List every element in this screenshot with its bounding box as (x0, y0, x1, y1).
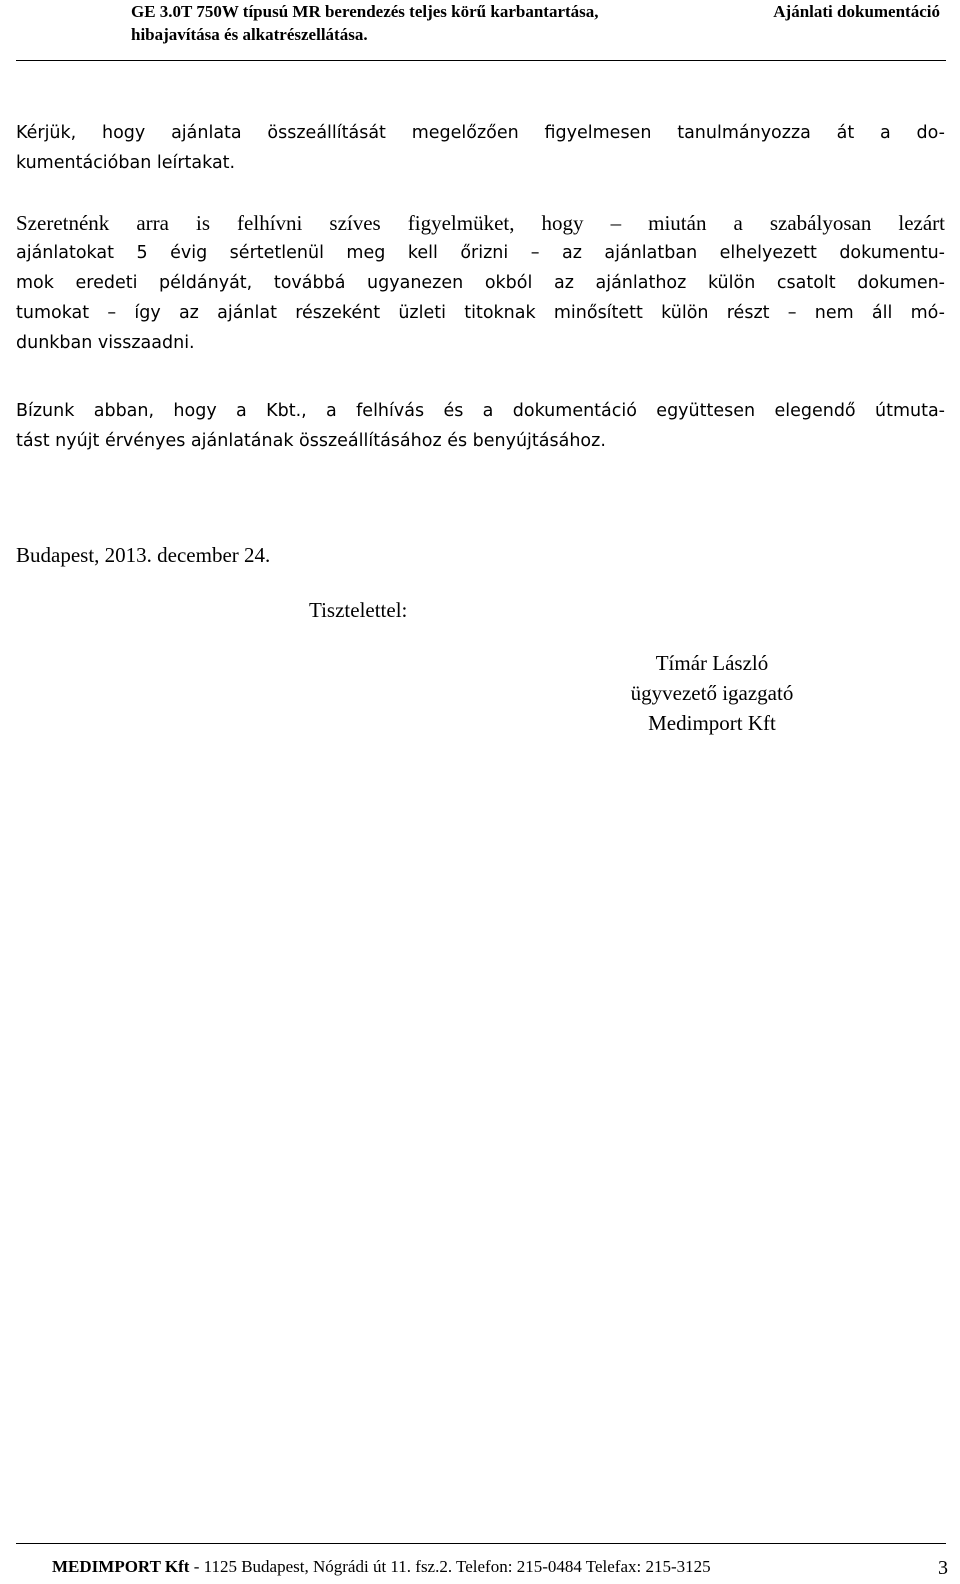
footer-contact (52, 1556, 711, 1578)
paragraph-line: kumentációban leírtakat. (16, 153, 236, 173)
header-doc-type: Ajánlati dokumentáció (773, 2, 940, 21)
header-title (131, 0, 599, 46)
paragraph-line: ajánlatokat 5 évig sértetlenül meg kell őrizni – az ajánlatban elhelyezett dokumentu- (16, 243, 945, 263)
signature-block (560, 648, 864, 738)
paragraph-line: Bízunk abban, hogy a Kbt., a felhívás és a dokumentáció együttesen elegendő útmuta- (16, 401, 945, 421)
closing-regards: Tisztelettel: (309, 598, 408, 622)
paragraph-study-documentation (16, 118, 945, 178)
paragraph-line: mok eredeti példányát, továbbá ugyanezen okból az ajánlathoz külön csatolt dokumen- (16, 273, 945, 293)
page-number: 3 (938, 1557, 948, 1579)
page-footer (16, 1543, 946, 1584)
paragraph-line: tást nyújt érvényes ajánlatának összeállításához és benyújtásához. (16, 431, 606, 451)
signatory-name: Tímár László (655, 651, 769, 675)
paragraph-trust (16, 396, 945, 456)
page-header (16, 0, 946, 61)
footer-company: MEDIMPORT Kft (52, 1557, 190, 1576)
paragraph-line: Kérjük, hogy ajánlata összeállítását megelőzően figyelmesen tanulmányozza át a do- (16, 123, 945, 143)
paragraph-document-retention (16, 208, 945, 358)
paragraph-line: tumokat – így az ajánlat részeként üzleti titoknak minősített külön részt – nem áll mó- (16, 303, 945, 323)
header-title-line-1: GE 3.0T 750W típusú MR berendezés teljes körű karbantartása, (131, 2, 599, 21)
place-and-date: Budapest, 2013. december 24. (16, 543, 271, 567)
paragraph-line: dunkban visszaadni. (16, 333, 195, 353)
header-title-line-2: hibajavítása és alkatrészellátása. (131, 25, 368, 44)
signatory-company: Medimport Kft (648, 711, 776, 735)
paragraph-line: Szeretnénk arra is felhívni szíves figyelmüket, hogy – miután a szabályosan lezárt (16, 211, 945, 235)
signatory-position: ügyvezető igazgató (630, 681, 794, 705)
footer-details: - 1125 Budapest, Nógrádi út 11. fsz.2. Telefon: 215-0484 Telefax: 215-3125 (189, 1557, 711, 1576)
